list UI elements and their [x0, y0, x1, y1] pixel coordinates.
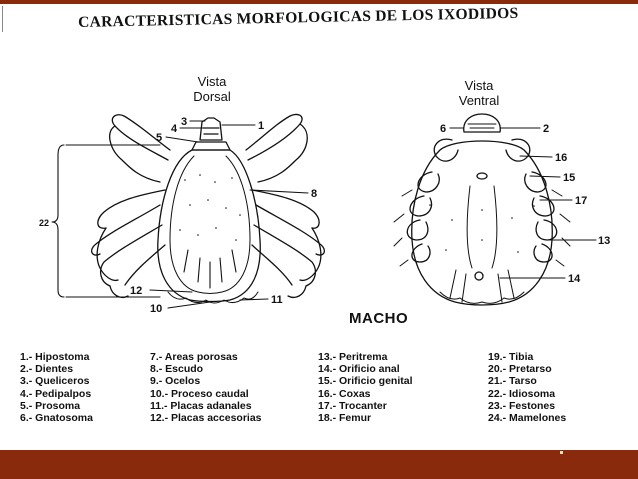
callout-12: 12: [130, 285, 143, 297]
legend-item: 12.- Placas accesorias: [150, 412, 262, 425]
legend-item: 19.- Tibia: [488, 351, 534, 363]
ventral-view-label-line1: Vista: [464, 78, 494, 93]
legend-column-2: [150, 351, 262, 424]
legend-item: 11.- Placas adanales: [150, 399, 252, 412]
callout-22: 22: [39, 218, 50, 228]
callout-5: 5: [156, 132, 163, 144]
dorsal-tick-illustration: [92, 114, 325, 303]
legend-item: 16.- Coxas: [318, 387, 371, 400]
dorsal-view-label-line1: Vista: [197, 74, 227, 89]
legend-item: 4.- Pedipalpos: [20, 387, 92, 400]
stipple-dots: [179, 174, 535, 253]
legend-item: 7.- Areas porosas: [150, 351, 238, 363]
callout-15: 15: [563, 172, 576, 184]
sex-label: MACHO: [349, 310, 409, 327]
legend-column-1: [20, 351, 93, 424]
legend-item: 10.- Proceso caudal: [150, 387, 249, 400]
legend-item: 20.- Pretarso: [488, 363, 552, 376]
bottom-band: [0, 450, 638, 479]
callout-1: 1: [258, 120, 265, 132]
callout-2: 2: [543, 123, 550, 135]
dorsal-view-label-line2: Dorsal: [193, 89, 231, 104]
legend-item: 15.- Orificio genital: [318, 375, 413, 388]
ventral-callouts: [440, 123, 610, 285]
callout-14: 14: [568, 273, 581, 285]
ventral-view-label-line2: Ventral: [458, 93, 500, 108]
legend-item: 8.- Escudo: [150, 363, 204, 376]
legend-item: 2.- Dientes: [20, 363, 74, 376]
legend-item: 3.- Queliceros: [20, 375, 90, 388]
callout-8: 8: [311, 188, 318, 200]
legend-item: 17.- Trocanter: [318, 399, 387, 412]
legend-item: 1.- Hipostoma: [20, 351, 90, 363]
legend-item: 21.- Tarso: [488, 375, 537, 388]
legend-column-4: [488, 351, 566, 424]
callout-16: 16: [555, 152, 568, 164]
legend-item: 23.- Festones: [488, 399, 556, 412]
callout-13: 13: [598, 235, 611, 247]
legend-item: 24.- Mamelones: [488, 412, 567, 425]
legend-item: 13.- Peritrema: [318, 351, 388, 363]
legend-item: 14.- Orificio anal: [318, 363, 400, 376]
callout-6: 6: [440, 123, 447, 135]
legend-column-3: [318, 351, 413, 424]
legend-item: 5.- Prosoma: [20, 399, 81, 412]
legend-item: 18.- Femur: [318, 412, 372, 425]
callout-4: 4: [171, 123, 178, 135]
diagram-title: CARACTERISTICAS MORFOLOGICAS DE LOS IXODIDOS: [78, 4, 519, 31]
callout-11: 11: [271, 294, 283, 306]
callout-10: 10: [150, 303, 163, 315]
bottom-dot: [560, 451, 563, 454]
callout-3: 3: [181, 116, 188, 128]
callout-17: 17: [575, 195, 588, 207]
legend-item: 6.- Gnatosoma: [20, 412, 93, 425]
legend-item: 22.- Idiosoma: [488, 387, 556, 400]
legend-item: 9.- Ocelos: [150, 375, 201, 388]
